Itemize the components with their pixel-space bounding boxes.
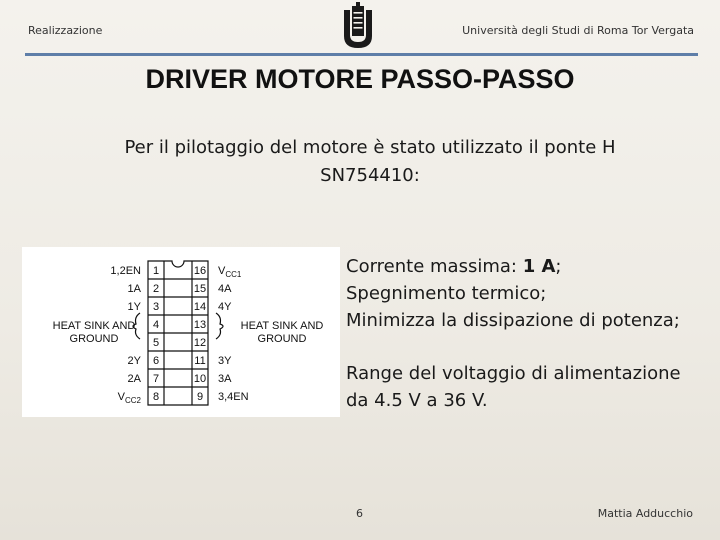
university-logo (338, 2, 378, 52)
pin-label-6: 2Y (127, 355, 141, 367)
pin-label-2: 1A (127, 283, 141, 295)
heat-sink-right-line1: HEAT SINK AND (240, 320, 324, 332)
pin-label-9: 3,4EN (218, 391, 249, 403)
intro-text (60, 134, 680, 190)
pin-rows (148, 279, 208, 387)
intro-line-2: SN754410: (320, 165, 420, 186)
pin-number-3: 3 (152, 301, 160, 313)
pin-label-16: $V_{CC1}$ (218, 265, 242, 279)
feature-list (346, 253, 718, 414)
intro-line-1: Per il pilotaggio del motore è stato utilizzato il ponte H (124, 137, 616, 158)
pin-number-9: 9 (196, 391, 204, 403)
pin-number-14: 14 (193, 301, 207, 313)
feature-current-suffix: ; (555, 256, 562, 277)
pin-label-1: 1,2EN (110, 265, 141, 277)
header-university-name: Università degli Studi di Roma Tor Vergata (462, 24, 694, 37)
pin-number-15: 15 (193, 283, 207, 295)
heat-sink-left-line2: GROUND (69, 333, 119, 345)
feature-voltage-range-line2: da 4.5 V a 36 V. (346, 390, 488, 411)
pin-number-16: 16 (193, 265, 207, 277)
pin-number-7: 7 (152, 373, 160, 385)
pin-number-12: 12 (193, 337, 207, 349)
header-section-label: Realizzazione (28, 24, 103, 37)
pin-number-5: 5 (152, 337, 160, 349)
pin-number-2: 2 (152, 283, 160, 295)
pin-number-10: 10 (193, 373, 207, 385)
feature-voltage-range-line1: Range del voltaggio di alimentazione (346, 363, 681, 384)
pin-label-3: 1Y (127, 301, 141, 313)
sn754410-pinout-diagram (22, 247, 340, 417)
pin-label-15: 4A (218, 283, 232, 295)
slide-title: DRIVER MOTORE PASSO-PASSO (145, 64, 575, 94)
pin-number-1: 1 (152, 265, 160, 277)
page-number: 6 (356, 507, 363, 520)
header-divider (25, 53, 698, 56)
feature-current-value: 1 A (522, 256, 556, 277)
heat-sink-right-line2: GROUND (257, 333, 307, 345)
pin-label-14: 4Y (218, 301, 232, 313)
pin-label-8: $V_{CC2}$ (117, 391, 141, 405)
right-brace (216, 313, 223, 339)
pin-number-4: 4 (152, 319, 160, 331)
pin-label-11: 3Y (218, 355, 232, 367)
pin-number-8: 8 (152, 391, 160, 403)
pin-number-13: 13 (193, 319, 207, 331)
feature-current (346, 253, 718, 280)
footer-author: Mattia Adducchio (597, 507, 693, 520)
pin-label-7: 2A (127, 373, 141, 385)
feature-dissipation: Minimizza la dissipazione di potenza; (346, 310, 680, 331)
feature-current-label: Corrente massima: (346, 256, 523, 277)
feature-thermal: Spegnimento termico; (346, 283, 547, 304)
pin-number-11: 11 (194, 355, 206, 367)
heat-sink-left-line1: HEAT SINK AND (52, 320, 136, 332)
pin-number-6: 6 (152, 355, 160, 367)
pin-label-10: 3A (218, 373, 232, 385)
